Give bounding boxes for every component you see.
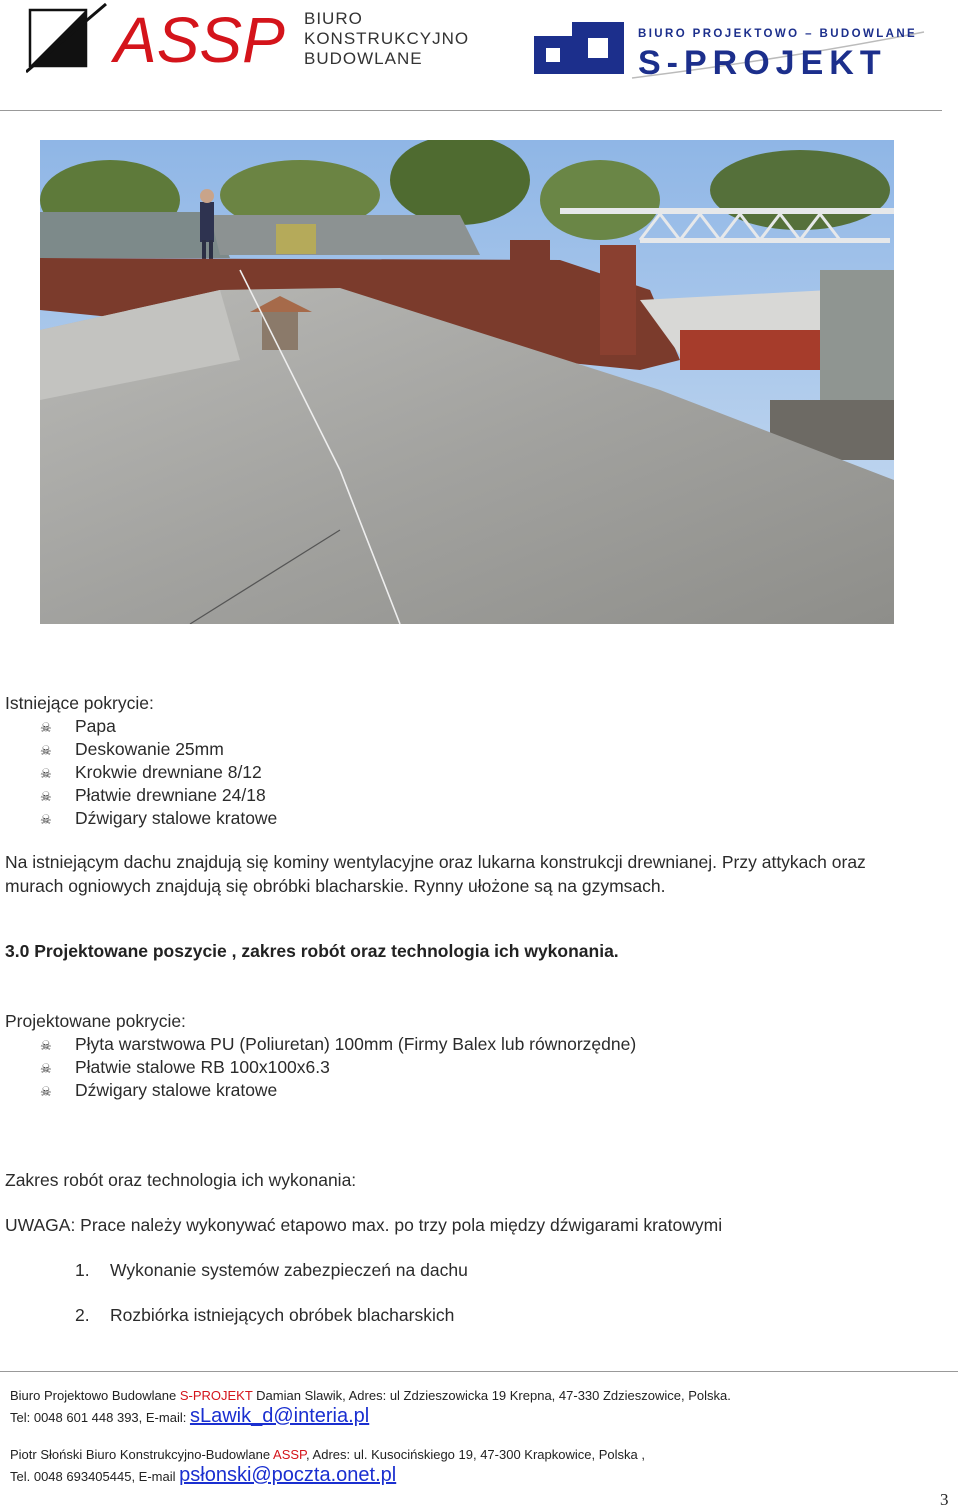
list-item: ☠ Krokwie drewniane 8/12 [40,761,262,785]
footer-line-2: Tel: 0048 601 448 393, E-mail: sLawik_d@interia.pl [10,1405,370,1427]
footer-line-3: Piotr Słoński Biuro Konstrukcyjno-Budowlane ASSP, Adres: ul. Kusocińskiego 19, 47-300 Krapkowice, Polska , [10,1447,645,1462]
bullet-icon: ☠ [40,1084,52,1099]
list-item: 1. Wykonanie systemów zabezpieczeń na dachu [75,1260,468,1280]
sprojekt-tagline: BIURO PROJEKTOWO – BUDOWLANE [638,28,918,40]
email-link-sprojekt[interactable]: sLawik_d@interia.pl [189,1405,370,1427]
bullet-icon: ☠ [40,1038,52,1053]
sprojekt-logo [532,18,932,82]
email-link-assp[interactable]: psłonski@poczta.onet.pl [179,1464,397,1486]
assp-logo [26,2,476,78]
sprojekt-brand-text: S-PROJEKT [638,44,887,82]
footer-divider [0,1371,958,1372]
assp-line1: BIURO [304,9,363,28]
list-item: ☠ Deskowanie 25mm [40,738,224,762]
header-divider [0,110,942,111]
bullet-icon: ☠ [40,789,52,804]
bullet-icon: ☠ [40,720,52,735]
list-item: ☠ Dźwigary stalowe kratowe [40,1079,277,1103]
footer-line-1: Biuro Projektowo Budowlane S-PROJEKT Damian Slawik, Adres: ul Zdzieszowicka 19 Krepna, 47-330 Zdzieszowice, Polska. [10,1388,731,1403]
assp-brand-text: ASSP [114,4,285,76]
footer-line-4: Tel. 0048 693405445, E-mail psłonski@poczta.onet.pl [10,1464,397,1486]
bullet-icon: ☠ [40,812,52,827]
list-item: ☠ Płatwie drewniane 24/18 [40,784,266,808]
scope-heading: Zakres robót oraz technologia ich wykonania: [5,1170,357,1190]
assp-line3: BUDOWLANE [304,49,423,68]
bullet-icon: ☠ [40,1061,52,1076]
assp-line2: KONSTRUKCYJNO [304,29,470,48]
warning-text: UWAGA: Prace należy wykonywać etapowo max. po trzy pola między dźwigarami kratowymi [5,1215,723,1235]
bullet-icon: ☠ [40,743,52,758]
list-item: ☠ Płatwie stalowe RB 100x100x6.3 [40,1056,330,1080]
list-item: ☠ Papa [40,715,116,739]
page-number: 3 [940,1490,949,1509]
designed-heading: Projektowane pokrycie: [5,1011,186,1031]
page-header [0,0,960,112]
list-item: ☠ Płyta warstwowa PU (Poliuretan) 100mm (Firmy Balex lub równorzędne) [40,1033,636,1057]
bullet-icon: ☠ [40,766,52,781]
roof-photo [40,140,894,624]
list-item: ☠ Dźwigary stalowe kratowe [40,807,277,831]
section-heading: 3.0 Projektowane poszycie , zakres robót oraz technologia ich wykonania. [5,941,619,961]
description-paragraph: Na istniejącym dachu znajdują się kominy wentylacyjne oraz lukarna konstrukcji drewnianej. Przy attykach oraz murach ogniowych znajdują się obróbki blacharskie. Rynny ułożone są na gzymsach. [5,852,866,896]
list-item: 2. Rozbiórka istniejących obróbek blacharskich [75,1305,455,1325]
existing-heading: Istniejące pokrycie: [5,693,154,713]
